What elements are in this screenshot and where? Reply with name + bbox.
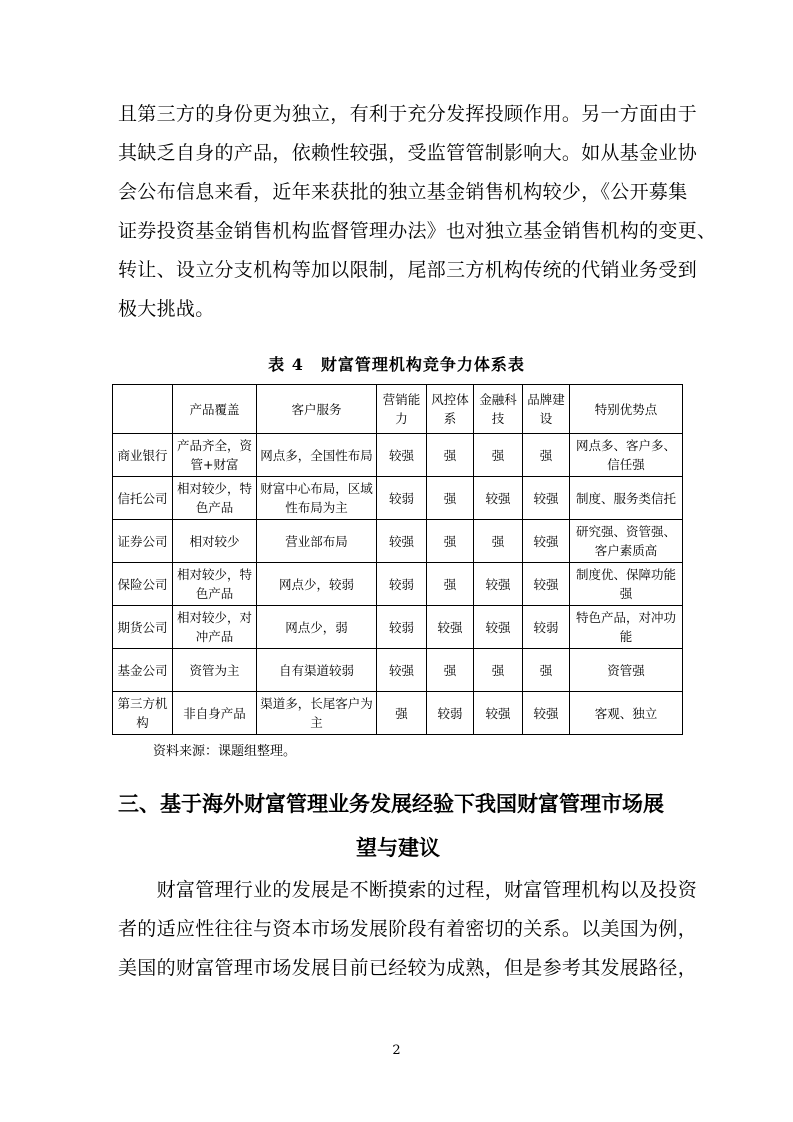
table-row: [113, 606, 683, 649]
paragraph-bottom: [118, 871, 698, 988]
table-cell: 较强: [523, 477, 570, 520]
table-cell: 强: [474, 520, 523, 563]
table-header-cell: 客户服务: [257, 385, 377, 434]
paragraph-line: 会公布信息来看，近年来获批的独立基金销售机构较少，《公开募集: [118, 181, 688, 203]
row-institution-cell: 证券公司: [113, 520, 173, 563]
table-cell: 较强: [474, 692, 523, 735]
table-cell: 资管为主: [173, 649, 257, 692]
table-cell: 网点多、客户多、信任强: [570, 434, 683, 477]
table-header-cell: 产品覆盖: [173, 385, 257, 434]
table-cell: 渠道多，长尾客户为主: [257, 692, 377, 735]
table-cell: 网点少，较弱: [257, 563, 377, 606]
table-cell: 强: [474, 434, 523, 477]
table-cell: 强: [474, 649, 523, 692]
table-header: [113, 385, 683, 434]
row-institution-cell: 期货公司: [113, 606, 173, 649]
table-cell: 较弱: [377, 606, 427, 649]
section-heading-line: 三、基于海外财富管理业务发展经验下我国财富管理市场展: [118, 792, 664, 816]
table-cell: 强: [427, 477, 474, 520]
table-cell: 研究强、资管强、客户素质高: [570, 520, 683, 563]
row-institution-cell: 第三方机构: [113, 692, 173, 735]
table-cell: 强: [427, 649, 474, 692]
table-cell: 强: [523, 434, 570, 477]
table-cell: 较强: [377, 649, 427, 692]
table-cell: 较强: [523, 520, 570, 563]
table-cell: 特色产品，对冲功能: [570, 606, 683, 649]
table-cell: 强: [427, 434, 474, 477]
paragraph-line: 其缺乏自身的产品，依赖性较强，受监管管制影响大。如从基金业协: [118, 142, 698, 164]
table-cell: 较强: [427, 606, 474, 649]
table-cell: 产品齐全，资管+财富: [173, 434, 257, 477]
table-cell: 制度、服务类信托: [570, 477, 683, 520]
table-header-cell: 金融科技: [474, 385, 523, 434]
source-note: 资料来源：课题组整理。: [153, 744, 297, 759]
section-heading: [118, 782, 678, 870]
table-row: [113, 434, 683, 477]
table-cell: 非自身产品: [173, 692, 257, 735]
table-cell: 相对较少，对冲产品: [173, 606, 257, 649]
table-cell: 强: [427, 563, 474, 606]
table-cell: 网点少，弱: [257, 606, 377, 649]
row-institution-cell: 基金公司: [113, 649, 173, 692]
paragraph-top: [118, 95, 717, 329]
table-cell: 强: [377, 692, 427, 735]
row-institution-cell: 信托公司: [113, 477, 173, 520]
table-cell: 相对较少，特色产品: [173, 563, 257, 606]
table-header-cell: 风控体系: [427, 385, 474, 434]
competitiveness-table: [112, 384, 683, 735]
paragraph-line: 且第三方的身份更为独立，有利于充分发挥投顾作用。另一方面由于: [118, 103, 698, 125]
paragraph-line: 财富管理行业的发展是不断摸索的过程，财富管理机构以及投资: [118, 879, 698, 901]
table-body: [113, 434, 683, 735]
table-cell: 较强: [523, 563, 570, 606]
table-cell: 较弱: [427, 692, 474, 735]
table-cell: 较强: [377, 434, 427, 477]
table-cell: 营业部布局: [257, 520, 377, 563]
table-cell: 较弱: [523, 606, 570, 649]
paragraph-line: 证券投资基金销售机构监督管理办法》也对独立基金销售机构的变更、: [118, 220, 717, 242]
table-cell: 相对较少，特色产品: [173, 477, 257, 520]
table-cell: 较强: [474, 606, 523, 649]
paragraph-line: 者的适应性往往与资本市场发展阶段有着密切的关系。以美国为例，: [118, 918, 698, 940]
table-cell: 较弱: [377, 477, 427, 520]
paragraph-line: 美国的财富管理市场发展目前已经较为成熟，但是参考其发展路径，: [118, 957, 698, 979]
table-cell: 自有渠道较弱: [257, 649, 377, 692]
table-cell: 强: [427, 520, 474, 563]
table-cell: 资管强: [570, 649, 683, 692]
table-row: [113, 520, 683, 563]
table-cell: 客观、独立: [570, 692, 683, 735]
table-cell: 财富中心布局，区域性布局为主: [257, 477, 377, 520]
table-cell: 网点多，全国性布局: [257, 434, 377, 477]
table-header-cell: 特别优势点: [570, 385, 683, 434]
paragraph-line: 转让、设立分支机构等加以限制，尾部三方机构传统的代销业务受到: [118, 259, 698, 281]
table-cell: 较弱: [377, 563, 427, 606]
table-cell: 较强: [523, 692, 570, 735]
table-row: [113, 563, 683, 606]
table-header-cell: 营销能力: [377, 385, 427, 434]
table-cell: 较强: [377, 520, 427, 563]
row-institution-cell: 保险公司: [113, 563, 173, 606]
page-number: 2: [392, 1043, 401, 1058]
paragraph-line: 极大挑战。: [118, 298, 215, 320]
table-caption: 表 4 财富管理机构竞争力体系表: [268, 355, 525, 374]
table-cell: 相对较少: [173, 520, 257, 563]
table-row: [113, 477, 683, 520]
table-header-cell: 品牌建设: [523, 385, 570, 434]
table-cell: 较强: [474, 563, 523, 606]
section-heading-line: 望与建议: [356, 836, 440, 860]
table-cell: 强: [523, 649, 570, 692]
table-cell: 制度优、保障功能强: [570, 563, 683, 606]
table-cell: 较强: [474, 477, 523, 520]
table-row: [113, 692, 683, 735]
row-institution-cell: 商业银行: [113, 434, 173, 477]
table-header-cell: [113, 385, 173, 434]
table-row: [113, 649, 683, 692]
